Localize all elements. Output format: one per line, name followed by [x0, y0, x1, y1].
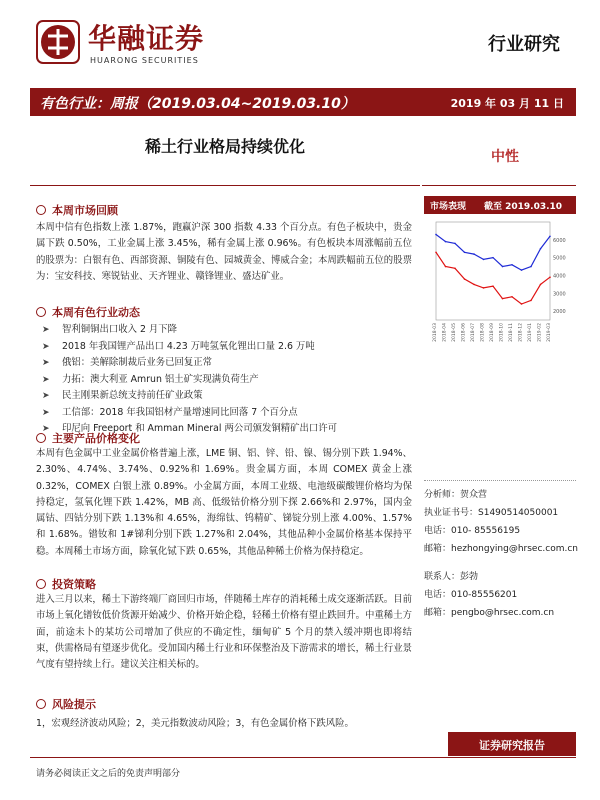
data-point — [530, 300, 532, 302]
data-point — [511, 264, 513, 266]
arrow-right-icon: ➤ — [42, 391, 50, 401]
report-series-title: 有色行业：周报（2019.03.04~2019.03.10） — [40, 96, 355, 112]
y-tick-label: 2000 — [553, 309, 566, 316]
y-tick-label: 6000 — [553, 237, 566, 244]
section-bullet-icon — [36, 307, 46, 317]
data-point — [473, 284, 475, 286]
arrow-right-icon: ➤ — [42, 358, 50, 368]
sidebar-divider — [422, 185, 576, 186]
x-tick-label: 2019-03 — [547, 323, 552, 342]
data-point — [549, 235, 551, 237]
section-strategy-title: 投资策略 — [36, 576, 96, 592]
sidebar-rule — [424, 480, 576, 481]
data-point — [492, 285, 494, 287]
chart-header — [424, 196, 576, 214]
data-point — [511, 296, 513, 298]
x-tick-label: 2018-11 — [509, 323, 514, 342]
data-point — [464, 278, 466, 280]
data-point — [492, 257, 494, 259]
data-point — [473, 253, 475, 255]
contact-phone: 电话：010-85556201 — [424, 590, 518, 600]
section-market-review-title: 本周市场回顾 — [36, 202, 118, 218]
rating-badge: 中性 — [491, 149, 519, 165]
disclaimer: 请务必阅读正文之后的免责声明部分 — [36, 769, 181, 779]
section-dynamics-title: 本周有色行业动态 — [36, 304, 140, 320]
x-tick-label: 2018-10 — [499, 323, 505, 342]
analyst-email[interactable]: 邮箱：hezhongying@hrsec.com.cn — [424, 544, 579, 554]
x-tick-label: 2018-09 — [490, 323, 495, 342]
report-title: 稀土行业格局持续优化 — [144, 137, 305, 156]
footer-rule — [30, 757, 576, 758]
dynamics-list — [40, 322, 412, 438]
analyst-info — [424, 486, 578, 558]
report-date: 2019 年 03 月 11 日 — [450, 97, 564, 110]
company-logo — [36, 20, 80, 64]
data-point — [435, 234, 437, 236]
x-tick-label: 2018-12 — [518, 323, 524, 342]
x-tick-label: 2018-05 — [452, 323, 457, 342]
section-bullet-icon — [36, 699, 46, 709]
analyst-name: 分析师：贺众营 — [424, 490, 488, 500]
document-type: 行业研究 — [488, 34, 560, 55]
list-item: ➤ 俄铝：美解除制裁后业务已回复正常 — [40, 355, 412, 372]
list-item: ➤ 民主刚果新总统支持前任矿业政策 — [40, 388, 412, 405]
section-prices-title: 主要产品价格变化 — [36, 430, 140, 446]
data-point — [540, 248, 542, 250]
data-point — [464, 251, 466, 253]
contact-email[interactable]: 邮箱：pengbo@hrsec.com.cn — [424, 608, 555, 618]
y-tick-label: 5000 — [553, 255, 566, 262]
x-tick-label: 2018-07 — [471, 323, 476, 342]
risks-body: 1，宏观经济波动风险；2，美元指数波动风险；3，有色金属价格下跌风险。 — [36, 718, 354, 729]
brand-name-cn: 华融证券 — [88, 22, 205, 55]
prices-body: 本周有色金属中工业金属价格普遍上涨，LME 铜、铝、锌、铅、镍、锡分别下跌 1.94%、2.30%、4.74%、3.74%、0.92%和 1.69%。贵金属方面，本周 COMEX 黄金上涨 0.32%，COMEX 白银上涨 0.89%。小金属方面，本周工业级、电池级碳酸锂价格均为保持稳定，氢氧化锂下跌 1.42%，MB 高、低级钴价格分别下探 2.66%和 2.97%，国内金属钴、四钴分别下跌 1.13%和 4.65%，海绵钛、钨精矿、锑锭分别上涨 4.00%、1.57%和 1.68%。镨钕和 1#锑利分别下跌 1.27%和 2.04%，其他品种小金属价格基本保持平稳。本周稀土市场方面，除氧化铽下跌 0.65%，其他品种稀土价格为保持稳定。 — [36, 448, 412, 557]
section-bullet-icon — [36, 205, 46, 215]
data-point — [521, 269, 523, 271]
arrow-right-icon: ➤ — [42, 374, 50, 385]
data-point — [540, 284, 542, 286]
data-point — [502, 298, 504, 300]
title-divider — [30, 185, 420, 186]
arrow-right-icon: ➤ — [42, 424, 50, 434]
chart-svg — [424, 216, 576, 346]
chart-date: 截至 2019.03.10 — [484, 202, 563, 212]
section-bullet-icon — [36, 579, 46, 589]
series-line-index — [436, 235, 550, 271]
analyst-cert: 执业证书号：S1490514050001 — [424, 508, 559, 518]
data-point — [483, 259, 485, 261]
data-point — [483, 287, 485, 289]
brand-name-en: HUARONG SECURITIES — [90, 56, 199, 65]
list-item: ➤ 2018 年我国锂产品出口 4.23 万吨氢氧化锂出口量 2.6 万吨 — [40, 339, 412, 356]
list-item: ➤ 力拓：澳大利亚 Amrun 铝土矿实现满负荷生产 — [40, 372, 412, 389]
footer-badge — [448, 732, 576, 756]
data-point — [445, 266, 447, 268]
contact-name: 联系人：彭勃 — [424, 572, 479, 582]
header-bar — [30, 88, 576, 116]
x-tick-label: 2018-04 — [442, 323, 448, 342]
analyst-phone: 电话：010- 85556195 — [424, 526, 521, 536]
footer-badge-label: 证券研究报告 — [479, 739, 545, 752]
arrow-right-icon: ➤ — [42, 325, 50, 335]
list-item: ➤ 印尼向 Freeport 和 Amman Mineral 两公司颁发铜精矿出口许可 — [40, 421, 412, 438]
data-point — [549, 276, 551, 278]
y-tick-label: 4000 — [553, 273, 566, 280]
section-bullet-icon — [36, 433, 46, 443]
x-tick-label: 2018-08 — [480, 323, 486, 342]
x-tick-label: 2019-01 — [528, 323, 533, 342]
x-tick-label: 2018-03 — [433, 323, 438, 342]
y-tick-label: 3000 — [553, 291, 566, 298]
chart-frame — [436, 222, 550, 320]
data-point — [435, 251, 437, 253]
data-point — [454, 243, 456, 245]
series-line-sector — [436, 252, 550, 304]
market-performance-chart — [424, 216, 576, 346]
x-tick-label: 2019-02 — [537, 323, 543, 342]
data-point — [502, 266, 504, 268]
strategy-body: 进入三月以来，稀土下游终端厂商回归市场，伴随稀土库存的消耗稀土成交逐渐活跃。目前市场上氧化镨钕低价货源开始减少、价格开始企稳，轻稀土价格有望止跌回升。中重稀土方面，前途未卜的某坊公司增加了供应的不确定性，缅甸矿 5 个月的禁入缓冲期也即将结束，供需格局有望逐步优化。受加国内稀土行业和环保整治及下游需求的增长，稀土行业景气度有望持续上行。建议关注相关标的。 — [36, 594, 412, 671]
contact-info — [424, 568, 554, 622]
list-item: ➤ 工信部：2018 年我国铝材产量增速同比回落 7 个百分点 — [40, 405, 412, 422]
x-tick-label: 2018-06 — [461, 323, 467, 342]
arrow-right-icon: ➤ — [42, 341, 50, 352]
arrow-right-icon: ➤ — [42, 407, 50, 418]
section-risks-title: 风险提示 — [36, 696, 96, 712]
chart-label: 市场表现 — [430, 202, 467, 212]
data-point — [530, 266, 532, 268]
data-point — [521, 303, 523, 305]
data-point — [454, 268, 456, 270]
list-item: ➤ 智利铜铜出口收入 2 月下降 — [40, 322, 412, 339]
data-point — [445, 241, 447, 243]
market-review-body: 本周中信有色指数上涨 1.87%，跑赢沪深 300 指数 4.33 个百分点。有色子板块中，贵金属下跌 0.50%，工业金属上涨 3.45%，稀有金属上涨 0.96%。有色板块本周涨幅前五位的股票为：白银有色、西部资源、铜陵有色、园城黄金、博威合金；本周跌幅前五位的股票为：宝安科技、寒锐钴业、天齐锂业、赣锋锂业、盛达矿业。 — [36, 222, 412, 282]
